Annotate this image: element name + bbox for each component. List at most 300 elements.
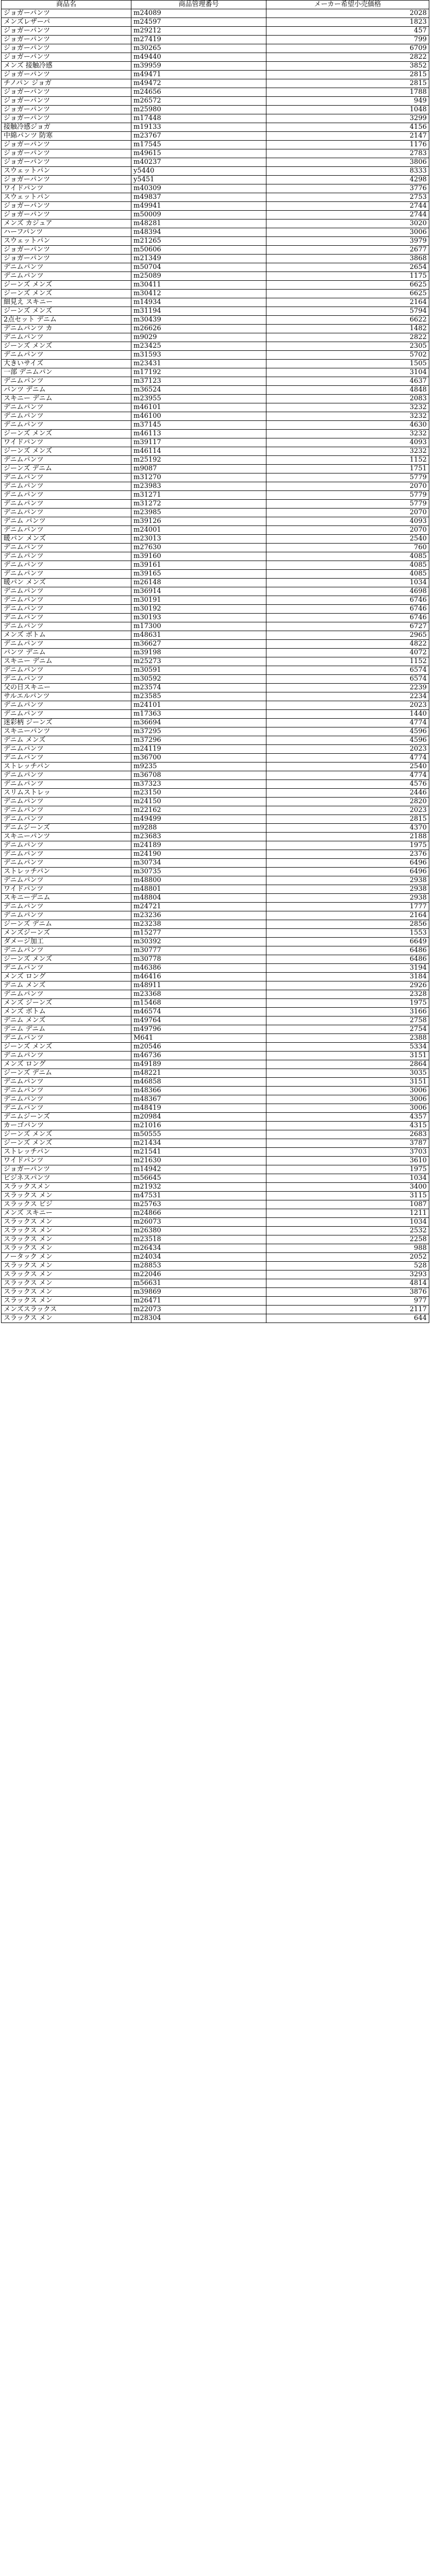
table-row [2, 981, 429, 990]
table-row [2, 526, 429, 535]
table-row [2, 1122, 429, 1130]
retail-price-cell: 2164 [266, 298, 429, 307]
retail-price-cell: 2744 [266, 202, 429, 211]
product-code-cell: m23683 [131, 833, 266, 841]
product-code-cell: m9235 [131, 762, 266, 771]
retail-price-cell: 3006 [266, 1095, 429, 1104]
retail-price-cell: 4698 [266, 587, 429, 596]
retail-price-cell: 1975 [266, 841, 429, 850]
product-name-cell: ジョガーパンツ [2, 141, 131, 149]
table-row [2, 333, 429, 342]
product-code-cell: m17545 [131, 141, 266, 149]
table-row [2, 894, 429, 903]
table-row [2, 614, 429, 622]
retail-price-cell: 2754 [266, 1025, 429, 1034]
retail-price-cell: 2938 [266, 876, 429, 885]
product-code-cell: m19133 [131, 123, 266, 132]
table-row [2, 903, 429, 911]
product-code-cell: m17300 [131, 622, 266, 631]
retail-price-cell: 2926 [266, 981, 429, 990]
product-code-cell: m48394 [131, 228, 266, 237]
table-row [2, 184, 429, 193]
retail-price-cell: 1777 [266, 903, 429, 911]
product-name-cell: デニムパンツ [2, 745, 131, 754]
retail-price-cell: 2376 [266, 850, 429, 859]
table-row [2, 859, 429, 868]
table-row [2, 62, 429, 71]
product-name-cell: デニムパンツ [2, 1095, 131, 1104]
product-code-cell: m49472 [131, 79, 266, 88]
table-row [2, 920, 429, 929]
product-name-cell: 一部 デニムパン [2, 368, 131, 377]
product-name-cell: パンツ デニム [2, 649, 131, 657]
product-name-cell: デニムパンツ [2, 333, 131, 342]
retail-price-cell: 1034 [266, 1174, 429, 1183]
table-row [2, 97, 429, 106]
retail-price-cell: 3232 [266, 430, 429, 438]
product-name-cell: デニムパンツ [2, 351, 131, 360]
retail-price-cell: 2023 [266, 806, 429, 815]
product-name-cell: ジーンズ デニム [2, 465, 131, 473]
retail-price-cell: 2052 [266, 1253, 429, 1262]
retail-price-cell: 2822 [266, 333, 429, 342]
retail-price-cell: 2753 [266, 193, 429, 202]
product-name-cell: メンズ ロング [2, 1060, 131, 1069]
retail-price-cell: 4357 [266, 1113, 429, 1122]
retail-price-cell: 2815 [266, 815, 429, 824]
product-name-cell: スラックス メン [2, 1227, 131, 1235]
product-name-cell: メンズレザーパ [2, 18, 131, 27]
product-code-cell: m25192 [131, 456, 266, 465]
product-code-cell: m36914 [131, 587, 266, 596]
product-name-cell: スラックス ビジ [2, 1200, 131, 1209]
product-name-cell: デニムパンツ [2, 570, 131, 579]
table-row [2, 149, 429, 158]
retail-price-cell: 1553 [266, 929, 429, 938]
product-name-cell: デニムジーンズ [2, 824, 131, 833]
retail-price-cell: 2258 [266, 1235, 429, 1244]
table-row [2, 1227, 429, 1235]
product-name-cell: 大きいサイズ [2, 360, 131, 368]
table-row [2, 1306, 429, 1314]
product-name-cell: ジーンズ メンズ [2, 1130, 131, 1139]
product-name-cell: デニムパンツ [2, 1104, 131, 1113]
product-code-cell: m24189 [131, 841, 266, 850]
product-name-cell: ジーンズ メンズ [2, 307, 131, 316]
retail-price-cell: 1505 [266, 360, 429, 368]
retail-price-cell: 2654 [266, 263, 429, 272]
retail-price-cell: 6727 [266, 622, 429, 631]
table-row [2, 44, 429, 53]
product-name-cell: ジョガーパンツ [2, 211, 131, 219]
product-name-cell: ワイドパンツ [2, 438, 131, 447]
product-code-cell: m21016 [131, 1122, 266, 1130]
table-row [2, 605, 429, 614]
retail-price-cell: 3104 [266, 368, 429, 377]
product-code-cell: m24190 [131, 850, 266, 859]
retail-price-cell: 2938 [266, 885, 429, 894]
product-code-cell: m23585 [131, 692, 266, 701]
table-row [2, 833, 429, 841]
retail-price-cell: 2540 [266, 535, 429, 544]
product-name-cell: デニムパンツ [2, 272, 131, 281]
table-row [2, 692, 429, 701]
retail-price-cell: 3006 [266, 1087, 429, 1095]
product-code-cell: m36627 [131, 640, 266, 649]
table-row [2, 1060, 429, 1069]
table-row [2, 1043, 429, 1052]
product-code-cell: m27419 [131, 36, 266, 44]
product-code-cell: m31270 [131, 473, 266, 482]
product-name-cell: デニムパンツ [2, 596, 131, 605]
product-code-cell: m39117 [131, 438, 266, 447]
retail-price-cell: 949 [266, 97, 429, 106]
table-row [2, 517, 429, 526]
table-row [2, 815, 429, 824]
table-row [2, 1235, 429, 1244]
product-name-cell: デニムパンツ [2, 456, 131, 465]
table-row [2, 1034, 429, 1043]
product-code-cell: m39198 [131, 649, 266, 657]
table-row [2, 973, 429, 981]
product-code-cell: m46858 [131, 1078, 266, 1087]
product-name-cell: デニムパンツ [2, 876, 131, 885]
product-name-cell: 父の日スキニー [2, 684, 131, 692]
table-row [2, 1297, 429, 1306]
product-code-cell: m24101 [131, 701, 266, 710]
product-code-cell: m46113 [131, 430, 266, 438]
table-row [2, 79, 429, 88]
product-code-cell: M641 [131, 1034, 266, 1043]
product-code-cell: m39126 [131, 517, 266, 526]
product-code-cell: m17192 [131, 368, 266, 377]
product-code-cell: m49189 [131, 1060, 266, 1069]
product-code-cell: m20984 [131, 1113, 266, 1122]
product-code-cell: m49796 [131, 1025, 266, 1034]
retail-price-cell: 3876 [266, 1288, 429, 1297]
product-name-cell: スキニーデニム [2, 894, 131, 903]
header-row [2, 1, 429, 9]
product-code-cell: m37323 [131, 780, 266, 789]
product-code-cell: m46101 [131, 403, 266, 412]
table-row [2, 1165, 429, 1174]
table-row [2, 500, 429, 509]
table-row [2, 552, 429, 561]
table-row [2, 193, 429, 202]
product-name-cell: デニムパンツ [2, 798, 131, 806]
table-row [2, 421, 429, 430]
table-row [2, 482, 429, 491]
table-row [2, 780, 429, 789]
header-retail-price: メーカー希望小売価格 [266, 1, 429, 9]
product-code-cell: m37296 [131, 736, 266, 745]
table-row [2, 999, 429, 1008]
product-code-cell: m49615 [131, 149, 266, 158]
table-row [2, 771, 429, 780]
product-code-cell: m47531 [131, 1192, 266, 1200]
product-code-cell: m26626 [131, 325, 266, 333]
retail-price-cell: 3293 [266, 1270, 429, 1279]
product-code-cell: m23013 [131, 535, 266, 544]
product-code-cell: m24597 [131, 18, 266, 27]
retail-price-cell: 4085 [266, 552, 429, 561]
product-name-cell: ジーンズ メンズ [2, 1139, 131, 1148]
retail-price-cell: 3020 [266, 219, 429, 228]
product-code-cell: m50555 [131, 1130, 266, 1139]
retail-price-cell: 2023 [266, 701, 429, 710]
product-name-cell: ダメージ加工 [2, 938, 131, 946]
product-code-cell: m36708 [131, 771, 266, 780]
product-name-cell: メンズ ボトム [2, 1008, 131, 1016]
retail-price-cell: 760 [266, 544, 429, 552]
product-code-cell: m40237 [131, 158, 266, 167]
product-name-cell: ジーンズ メンズ [2, 447, 131, 456]
retail-price-cell: 2023 [266, 745, 429, 754]
product-code-cell: m14942 [131, 1165, 266, 1174]
retail-price-cell: 6709 [266, 44, 429, 53]
retail-price-cell: 3852 [266, 62, 429, 71]
product-code-cell: m24656 [131, 88, 266, 97]
table-row [2, 666, 429, 675]
table-row [2, 114, 429, 123]
product-name-cell: ジョガーパンツ [2, 1165, 131, 1174]
product-code-cell: m48800 [131, 876, 266, 885]
product-name-cell: デニムパンツ [2, 1034, 131, 1043]
retail-price-cell: 2683 [266, 1130, 429, 1139]
retail-price-cell: 8333 [266, 167, 429, 176]
product-name-cell: デニムパンツ [2, 754, 131, 762]
retail-price-cell: 1175 [266, 272, 429, 281]
retail-price-cell: 2188 [266, 833, 429, 841]
product-name-cell: デニムパンツ [2, 1078, 131, 1087]
product-code-cell: m46114 [131, 447, 266, 456]
retail-price-cell: 1087 [266, 1200, 429, 1209]
product-name-cell: スラックス メン [2, 1192, 131, 1200]
product-name-cell: デニムパンツ [2, 911, 131, 920]
retail-price-cell: 1211 [266, 1209, 429, 1218]
table-row [2, 1288, 429, 1297]
table-row [2, 806, 429, 815]
retail-price-cell: 2239 [266, 684, 429, 692]
table-row [2, 640, 429, 649]
retail-price-cell: 1482 [266, 325, 429, 333]
table-row [2, 1095, 429, 1104]
retail-price-cell: 2028 [266, 9, 429, 18]
retail-price-cell: 2820 [266, 798, 429, 806]
retail-price-cell: 1176 [266, 141, 429, 149]
retail-price-cell: 2758 [266, 1016, 429, 1025]
product-code-cell: m36700 [131, 754, 266, 762]
product-code-cell: m46736 [131, 1052, 266, 1060]
product-code-cell: m48367 [131, 1095, 266, 1104]
product-code-cell: m24034 [131, 1253, 266, 1262]
table-row [2, 1270, 429, 1279]
product-name-cell: ジーンズ デニム [2, 1069, 131, 1078]
product-code-cell: m30191 [131, 596, 266, 605]
retail-price-cell: 2540 [266, 762, 429, 771]
retail-price-cell: 4085 [266, 561, 429, 570]
table-row [2, 88, 429, 97]
product-code-cell: m25273 [131, 657, 266, 666]
table-row [2, 509, 429, 517]
retail-price-cell: 4848 [266, 386, 429, 395]
product-name-cell: デニムパンツ [2, 964, 131, 973]
table-row [2, 544, 429, 552]
retail-price-cell: 5702 [266, 351, 429, 360]
table-row [2, 360, 429, 368]
product-code-cell: m23236 [131, 911, 266, 920]
product-code-cell: m49499 [131, 815, 266, 824]
table-row [2, 938, 429, 946]
table-row [2, 202, 429, 211]
table-row [2, 1314, 429, 1323]
product-code-cell: m36694 [131, 719, 266, 727]
product-code-cell: m56631 [131, 1279, 266, 1288]
product-code-cell: m49440 [131, 53, 266, 62]
table-row [2, 701, 429, 710]
table-row [2, 456, 429, 465]
retail-price-cell: 2532 [266, 1227, 429, 1235]
table-row [2, 473, 429, 482]
product-code-cell: m9029 [131, 333, 266, 342]
product-name-cell: スキニーパンツ [2, 727, 131, 736]
retail-price-cell: 3006 [266, 228, 429, 237]
product-code-cell: m25089 [131, 272, 266, 281]
retail-price-cell: 1048 [266, 106, 429, 114]
table-row [2, 789, 429, 798]
product-name-cell: ジョガーパンツ [2, 53, 131, 62]
product-name-cell: ハーフパンツ [2, 228, 131, 237]
table-row [2, 570, 429, 579]
product-code-cell: m23574 [131, 684, 266, 692]
product-code-cell: m50704 [131, 263, 266, 272]
retail-price-cell: 2864 [266, 1060, 429, 1069]
product-code-cell: m30734 [131, 859, 266, 868]
product-name-cell: スラックスメン [2, 1183, 131, 1192]
table-row [2, 622, 429, 631]
product-code-cell: m21349 [131, 255, 266, 263]
product-code-cell: m22162 [131, 806, 266, 815]
product-name-cell: メンズジーンズ [2, 929, 131, 938]
product-name-cell: ジョガーパンツ [2, 36, 131, 44]
product-code-cell: m37145 [131, 421, 266, 430]
retail-price-cell: 3232 [266, 447, 429, 456]
product-name-cell: スラックス メン [2, 1288, 131, 1297]
table-row [2, 1130, 429, 1139]
table-row [2, 351, 429, 360]
product-name-cell: ジョガーパンツ [2, 9, 131, 18]
product-code-cell: m31593 [131, 351, 266, 360]
product-name-cell: ジョガーパンツ [2, 202, 131, 211]
retail-price-cell: 6625 [266, 281, 429, 290]
product-name-cell: スラックス メン [2, 1262, 131, 1270]
product-code-cell: m48221 [131, 1069, 266, 1078]
retail-price-cell: 4093 [266, 438, 429, 447]
product-code-cell: m30411 [131, 281, 266, 290]
retail-price-cell: 6486 [266, 946, 429, 955]
table-row [2, 990, 429, 999]
table-row [2, 290, 429, 298]
table-row [2, 167, 429, 176]
table-row [2, 36, 429, 44]
table-row [2, 18, 429, 27]
table-row [2, 579, 429, 587]
product-code-cell: m23431 [131, 360, 266, 368]
product-name-cell: デニムパンツ [2, 263, 131, 272]
table-row [2, 9, 429, 18]
product-code-cell: m30193 [131, 614, 266, 622]
product-code-cell: m23955 [131, 395, 266, 403]
table-row [2, 736, 429, 745]
product-name-cell: スラックス メン [2, 1218, 131, 1227]
product-name-cell: ジーンズ メンズ [2, 430, 131, 438]
table-row [2, 368, 429, 377]
table-row [2, 307, 429, 316]
product-name-cell: カーゴパンツ [2, 1122, 131, 1130]
retail-price-cell: 2783 [266, 149, 429, 158]
product-name-cell: ジョガーパンツ [2, 97, 131, 106]
retail-price-cell: 3035 [266, 1069, 429, 1078]
product-code-cell: m23425 [131, 342, 266, 351]
table-row [2, 123, 429, 132]
product-name-cell: メンズ ロング [2, 973, 131, 981]
retail-price-cell: 2965 [266, 631, 429, 640]
product-name-cell: メンズ スキニー [2, 1209, 131, 1218]
product-name-cell: ジーンズ メンズ [2, 290, 131, 298]
product-name-cell: ジョガーパンツ [2, 149, 131, 158]
product-code-cell: m31271 [131, 491, 266, 500]
product-name-cell: デニムパンツ [2, 421, 131, 430]
table-row [2, 657, 429, 666]
product-code-cell: m39160 [131, 552, 266, 561]
product-name-cell: デニムパンツ [2, 859, 131, 868]
table-row [2, 1148, 429, 1157]
product-code-cell: m26471 [131, 1297, 266, 1306]
retail-price-cell: 528 [266, 1262, 429, 1270]
table-row [2, 272, 429, 281]
product-code-cell: m30439 [131, 316, 266, 325]
product-code-cell: m21434 [131, 1139, 266, 1148]
product-name-cell: メンズ カジュア [2, 219, 131, 228]
retail-price-cell: 2305 [266, 342, 429, 351]
retail-price-cell: 4774 [266, 771, 429, 780]
table-row [2, 1104, 429, 1113]
product-name-cell: デニムパンツ [2, 841, 131, 850]
table-row [2, 237, 429, 246]
retail-price-cell: 3232 [266, 403, 429, 412]
retail-price-cell: 1440 [266, 710, 429, 719]
product-code-cell: m17448 [131, 114, 266, 123]
table-row [2, 885, 429, 894]
product-code-cell: m46386 [131, 964, 266, 973]
product-name-cell: デニム メンズ [2, 1016, 131, 1025]
retail-price-cell: 6649 [266, 938, 429, 946]
table-row [2, 281, 429, 290]
retail-price-cell: 3006 [266, 1104, 429, 1113]
product-name-cell: デニム メンズ [2, 981, 131, 990]
retail-price-cell: 2822 [266, 53, 429, 62]
product-name-cell: サルエルパンツ [2, 692, 131, 701]
retail-price-cell: 2446 [266, 789, 429, 798]
retail-price-cell: 6496 [266, 859, 429, 868]
table-row [2, 946, 429, 955]
product-name-cell: ジョガーパンツ [2, 106, 131, 114]
product-code-cell: m46100 [131, 412, 266, 421]
product-name-cell: ストレッチパン [2, 1148, 131, 1157]
product-name-cell: デニムパンツ [2, 675, 131, 684]
retail-price-cell: 4085 [266, 570, 429, 579]
retail-price-cell: 6625 [266, 290, 429, 298]
